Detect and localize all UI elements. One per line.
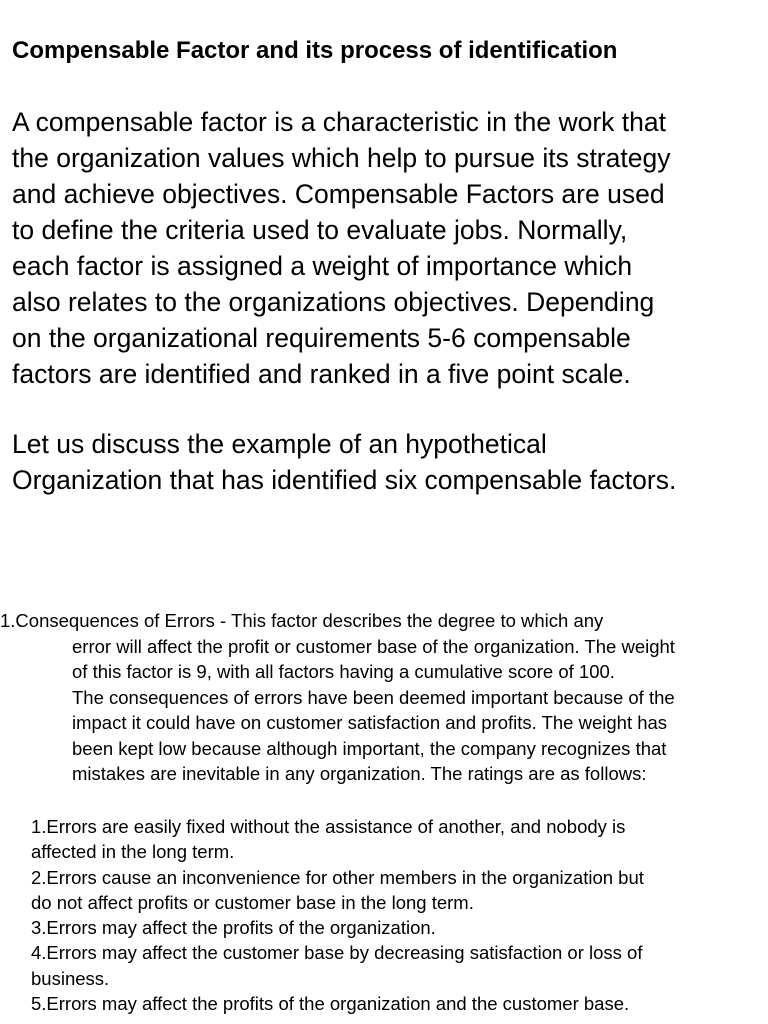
factor-heading-line: 1.Consequences of Errors - This factor describes the degree to which any <box>0 610 604 631</box>
factor-description-line: The consequences of errors have been deemed important because of the <box>72 686 675 708</box>
rating-item-line: 2.Errors cause an inconvenience for other members in the organization but <box>31 866 644 888</box>
rating-item-line: affected in the long term. <box>31 841 235 863</box>
example-intro-line: Organization that has identified six compensable factors. <box>12 465 677 495</box>
definition-line: the organization values which help to pursue its strategy <box>12 143 671 173</box>
example-intro-paragraph <box>12 426 762 498</box>
factor-description-line: mistakes are inevitable in any organization. The ratings are as follows: <box>72 763 647 784</box>
definition-line: each factor is assigned a weight of importance which <box>12 251 633 281</box>
definition-line: and achieve objectives. Compensable Factors are used <box>12 179 665 209</box>
rating-item-line: do not affect profits or customer base in the long term. <box>31 891 474 913</box>
rating-item-line: 5.Errors may affect the profits of the organization and the customer base. <box>31 993 630 1015</box>
factor-consequences-of-errors <box>0 608 768 787</box>
example-intro-line: Let us discuss the example of an hypothetical <box>12 429 547 459</box>
factor-description-line: impact it could have on customer satisfaction and profits. The weight has <box>72 712 668 733</box>
factor-description-line: of this factor is 9, with all factors having a cumulative score of 100. <box>72 661 615 682</box>
definition-line: on the organizational requirements 5-6 compensable <box>12 323 631 353</box>
page-title: Compensable Factor and its process of identification <box>12 37 618 64</box>
definition-line: factors are identified and ranked in a five point scale. <box>12 359 631 389</box>
factor-description-line: been kept low because although important, the company recognizes that <box>72 737 667 759</box>
rating-item-line: business. <box>31 967 110 989</box>
rating-item-line: 3.Errors may affect the profits of the organization. <box>31 917 436 939</box>
rating-item-line: 4.Errors may affect the customer base by decreasing satisfaction or loss of <box>31 942 643 964</box>
definition-line: A compensable factor is a characteristic in the work that <box>12 107 666 137</box>
definition-line: also relates to the organizations objectives. Depending <box>12 287 655 317</box>
factor-description-line: error will affect the profit or customer base of the organization. The weight <box>72 635 675 657</box>
ratings-list <box>31 814 761 1016</box>
rating-item-line: 1.Errors are easily fixed without the assistance of another, and nobody is <box>31 816 626 837</box>
definition-paragraph <box>12 104 762 392</box>
definition-line: to define the criteria used to evaluate jobs. Normally, <box>12 215 628 245</box>
